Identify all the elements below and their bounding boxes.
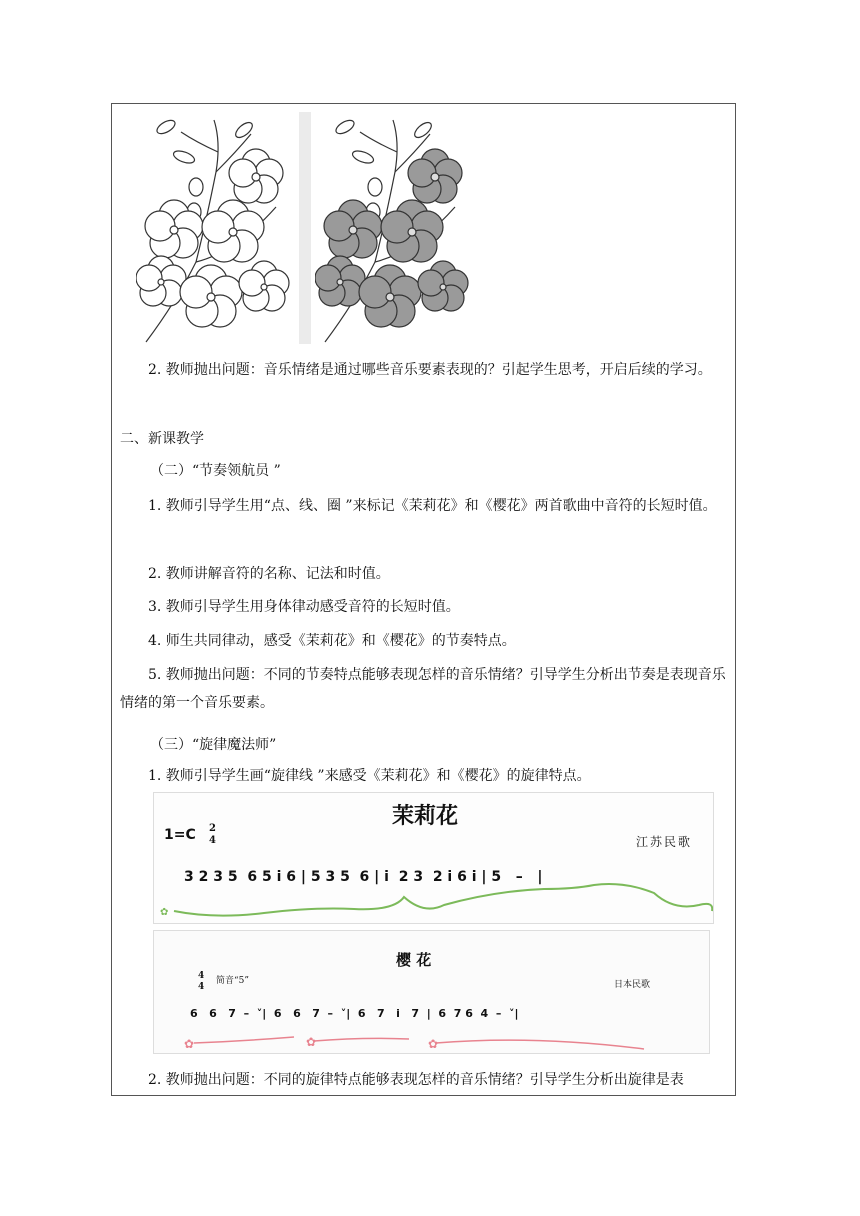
svg-text:✿: ✿ xyxy=(184,1037,195,1051)
song-origin: 日本民歌 xyxy=(614,980,651,990)
svg-text:✿: ✿ xyxy=(306,1035,317,1049)
notation-line: 3 2 3 5 6 5 i 6 | 5 3 5 6 | i 2 3 2 i 6 i | 5 – | xyxy=(184,869,543,885)
time-signature-top: 2 xyxy=(209,823,216,834)
rhythm-item-2: 2. 教师讲解音符的名称、记法和时值。 xyxy=(148,566,390,582)
subsection-title-melody: （三）“旋律魔法师” xyxy=(150,737,277,753)
melody-line xyxy=(154,931,710,1054)
subsection-title-rhythm: （二）“节奏领航员 ” xyxy=(150,463,281,479)
rhythm-item-5: 5. 教师抛出问题：不同的节奏特点能够表现怎样的音乐情绪？引导学生分析出节奏是表现音乐情绪的第一个音乐要素。 xyxy=(120,667,726,711)
song-origin: 江苏民歌 xyxy=(636,835,693,849)
rhythm-item-1: 1. 教师引导学生用“点、线、圈 ”来标记《茉莉花》和《樱花》两首歌曲中音符的长短时值。 xyxy=(148,498,717,514)
melody-line xyxy=(154,793,714,924)
rhythm-item-4: 4. 师生共同律动，感受《茉莉花》和《樱花》的节奏特点。 xyxy=(148,633,516,649)
time-signature-bottom: 4 xyxy=(209,835,216,846)
melody-item-2: 2. 教师抛出问题：不同的旋律特点能够表现怎样的音乐情绪？引导学生分析出旋律是表 xyxy=(148,1072,684,1088)
score-title: 樱 花 xyxy=(396,951,432,969)
section-heading: 二、新课教学 xyxy=(120,431,204,447)
hum-note: 简音“5” xyxy=(216,976,249,986)
intro-item-2: 2. 教师抛出问题：音乐情绪是通过哪些音乐要素表现的？引起学生思考，开启后续的学习。 xyxy=(148,362,712,378)
notation-line: 6 6 7 – ˅| 6 6 7 – ˅| 6 7 i 7 | 6 7 6 4 – ˅| xyxy=(190,1007,519,1020)
key-signature: 1=C xyxy=(164,827,196,843)
svg-text:✿: ✿ xyxy=(160,907,169,918)
rhythm-item-3: 3. 教师引导学生用身体律动感受音符的长短时值。 xyxy=(148,599,460,615)
flower-colored-image xyxy=(315,112,490,344)
score-title: 茉莉花 xyxy=(392,803,459,829)
image-divider xyxy=(299,112,311,344)
score-molihua xyxy=(153,792,714,924)
time-signature-bottom: 4 xyxy=(198,982,205,992)
score-yinghua xyxy=(153,930,710,1054)
svg-text:✿: ✿ xyxy=(428,1037,439,1051)
time-signature-top: 4 xyxy=(198,971,205,981)
flower-outline-image xyxy=(136,112,296,344)
melody-item-1: 1. 教师引导学生画“旋律线 ”来感受《茉莉花》和《樱花》的旋律特点。 xyxy=(148,768,591,784)
